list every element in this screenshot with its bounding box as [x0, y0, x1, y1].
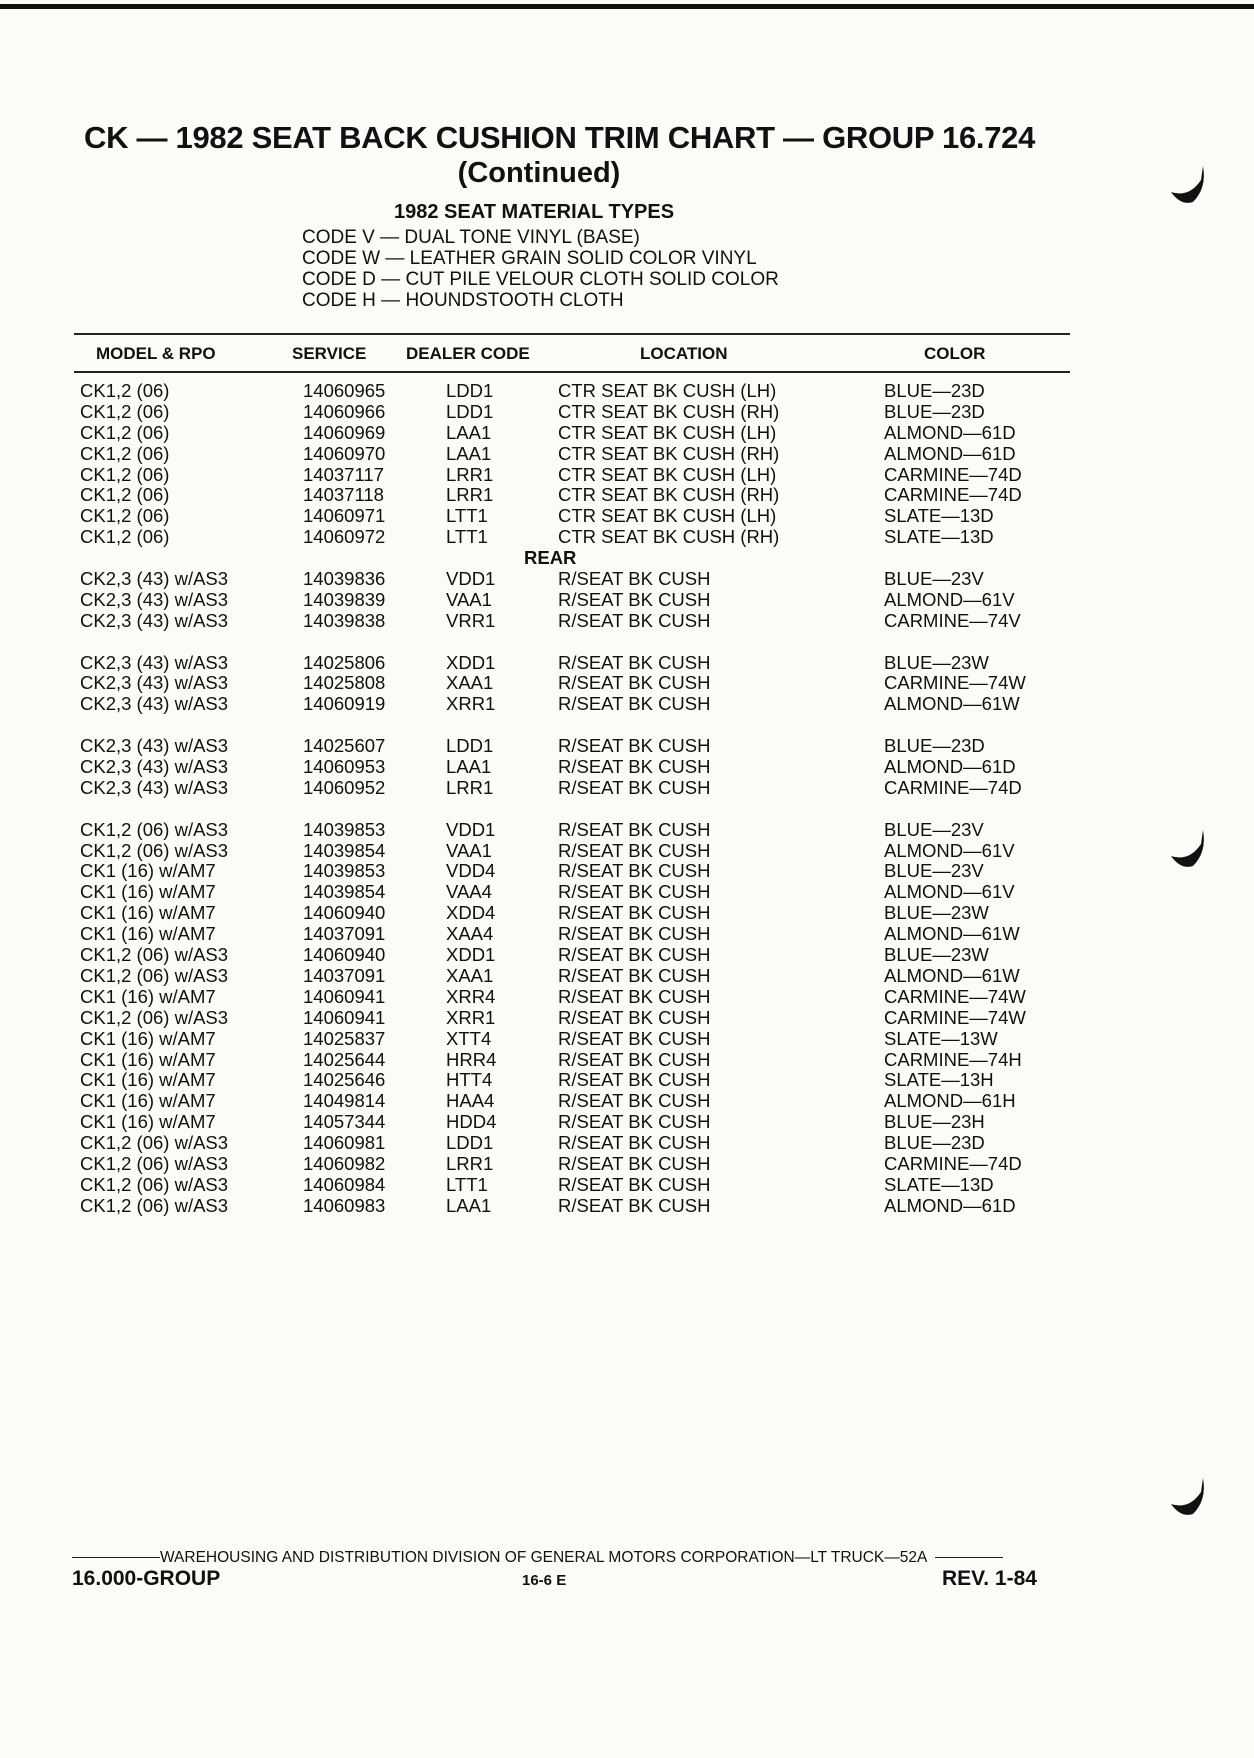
column-header-location: LOCATION — [640, 344, 728, 363]
cell-color: CARMINE—74W — [884, 985, 1026, 1007]
material-types-legend — [302, 202, 779, 311]
cell-location: R/SEAT BK CUSH — [558, 860, 711, 882]
cell-dealer-code: VAA1 — [446, 588, 492, 610]
cell-color: BLUE—23V — [884, 568, 984, 590]
cell-dealer-code: LDD1 — [446, 735, 494, 757]
cell-dealer-code: LTT1 — [446, 505, 488, 527]
cell-service: 14060965 — [303, 380, 386, 401]
cell-dealer-code: LTT1 — [446, 526, 488, 548]
table-row — [0, 464, 1254, 485]
cell-service: 14039853 — [303, 860, 386, 882]
binder-hole-mark-top — [1163, 158, 1213, 208]
table-row — [0, 1132, 1254, 1153]
cell-dealer-code: LAA1 — [446, 756, 492, 778]
table-row — [0, 860, 1254, 881]
cell-service: 14060966 — [303, 400, 386, 422]
cell-service: 14060940 — [303, 902, 386, 924]
cell-model-rpo: CK1,2 (06) — [80, 505, 170, 527]
cell-model-rpo: CK2,3 (43) w/AS3 — [80, 672, 229, 694]
cell-model-rpo: CK1,2 (06) w/AS3 — [80, 1006, 229, 1028]
cell-location: CTR SEAT BK CUSH (LH) — [558, 380, 777, 401]
cell-dealer-code: VRR1 — [446, 609, 496, 631]
material-types-heading: 1982 SEAT MATERIAL TYPES — [394, 201, 675, 223]
cell-dealer-code: LRR1 — [446, 776, 494, 798]
table-row — [0, 777, 1254, 798]
cell-model-rpo: CK1 (16) w/AM7 — [80, 1090, 216, 1112]
cell-model-rpo: CK2,3 (43) w/AS3 — [80, 609, 229, 631]
cell-location: R/SEAT BK CUSH — [558, 1194, 711, 1216]
cell-service: 14057344 — [303, 1111, 386, 1133]
cell-color: SLATE—13D — [884, 526, 994, 548]
cell-location: R/SEAT BK CUSH — [558, 1090, 711, 1112]
cell-location: R/SEAT BK CUSH — [558, 568, 711, 590]
table-row — [0, 526, 1254, 547]
table-row — [0, 1174, 1254, 1195]
cell-model-rpo: CK1,2 (06) — [80, 484, 170, 506]
cell-model-rpo: CK1,2 (06) w/AS3 — [80, 1194, 229, 1216]
cell-service: 14037091 — [303, 923, 386, 945]
table-row — [0, 505, 1254, 526]
cell-model-rpo: CK2,3 (43) w/AS3 — [80, 588, 229, 610]
cell-service: 14060940 — [303, 944, 386, 966]
trim-table-body — [0, 380, 1254, 1216]
table-row — [0, 693, 1254, 714]
cell-model-rpo: CK1 (16) w/AM7 — [80, 923, 216, 945]
table-row-spacer — [0, 631, 1254, 652]
cell-location: R/SEAT BK CUSH — [558, 693, 711, 715]
cell-dealer-code: LTT1 — [446, 1173, 488, 1195]
cell-model-rpo: CK2,3 (43) w/AS3 — [80, 693, 229, 715]
cell-model-rpo: CK2,3 (43) w/AS3 — [80, 776, 229, 798]
cell-model-rpo: CK1,2 (06) w/AS3 — [80, 1132, 229, 1154]
cell-dealer-code: LDD1 — [446, 380, 494, 401]
cell-service: 14060941 — [303, 985, 386, 1007]
cell-model-rpo: CK1 (16) w/AM7 — [80, 860, 216, 882]
table-row — [0, 756, 1254, 777]
cell-service: 14049814 — [303, 1090, 386, 1112]
cell-color: ALMOND—61W — [884, 923, 1020, 945]
cell-location: R/SEAT BK CUSH — [558, 1069, 711, 1091]
cell-model-rpo: CK1,2 (06) — [80, 463, 170, 485]
cell-service: 14039839 — [303, 588, 386, 610]
cell-color: ALMOND—61V — [884, 839, 1015, 861]
cell-dealer-code: LAA1 — [446, 1194, 492, 1216]
table-row — [0, 401, 1254, 422]
cell-model-rpo: CK1 (16) w/AM7 — [80, 985, 216, 1007]
cell-model-rpo: CK2,3 (43) w/AS3 — [80, 651, 229, 673]
cell-dealer-code: XDD1 — [446, 651, 496, 673]
cell-service: 14025806 — [303, 651, 386, 673]
cell-service: 14060981 — [303, 1132, 386, 1154]
column-header-dealer-code: DEALER CODE — [406, 344, 530, 363]
cell-dealer-code: LRR1 — [446, 484, 494, 506]
cell-service: 14037118 — [303, 484, 384, 506]
cell-service: 14060982 — [303, 1152, 386, 1174]
cell-color: BLUE—23W — [884, 902, 989, 924]
table-row — [0, 944, 1254, 965]
footer-division-text: WAREHOUSING AND DISTRIBUTION DIVISION OF GENERAL MOTORS CORPORATION—LT TRUCK—52A — [160, 1549, 927, 1566]
cell-location: R/SEAT BK CUSH — [558, 1111, 711, 1133]
table-header-rule — [74, 371, 1070, 373]
cell-location: R/SEAT BK CUSH — [558, 651, 711, 673]
cell-dealer-code: XDD4 — [446, 902, 496, 924]
cell-service: 14060952 — [303, 776, 386, 798]
cell-service: 14039853 — [303, 818, 386, 840]
cell-dealer-code: HTT4 — [446, 1069, 493, 1091]
table-row — [0, 652, 1254, 673]
cell-location: CTR SEAT BK CUSH (RH) — [558, 484, 780, 506]
cell-location: R/SEAT BK CUSH — [558, 1132, 711, 1154]
cell-model-rpo: CK1,2 (06) — [80, 442, 170, 464]
cell-location: R/SEAT BK CUSH — [558, 881, 711, 903]
table-row — [0, 568, 1254, 589]
cell-model-rpo: CK1 (16) w/AM7 — [80, 1048, 216, 1070]
cell-color: CARMINE—74D — [884, 1152, 1022, 1174]
section-label: REAR — [524, 547, 577, 569]
column-header-model: MODEL & RPO — [96, 344, 216, 363]
table-row — [0, 965, 1254, 986]
cell-dealer-code: LAA1 — [446, 421, 492, 443]
cell-location: CTR SEAT BK CUSH (RH) — [558, 442, 780, 464]
cell-model-rpo: CK1,2 (06) — [80, 421, 170, 443]
table-row-spacer — [0, 798, 1254, 819]
cell-location: R/SEAT BK CUSH — [558, 776, 711, 798]
cell-service: 14039836 — [303, 568, 386, 590]
cell-service: 14060983 — [303, 1194, 386, 1216]
cell-dealer-code: XAA1 — [446, 964, 494, 986]
cell-color: BLUE—23D — [884, 400, 985, 422]
cell-color: CARMINE—74H — [884, 1048, 1022, 1070]
cell-color: ALMOND—61D — [884, 756, 1016, 778]
cell-model-rpo: CK2,3 (43) w/AS3 — [80, 568, 229, 590]
footer-revision: REV. 1-84 — [942, 1567, 1037, 1590]
material-code-v: CODE V — DUAL TONE VINYL (BASE) — [302, 227, 640, 248]
cell-model-rpo: CK1,2 (06) w/AS3 — [80, 944, 229, 966]
cell-location: CTR SEAT BK CUSH (RH) — [558, 400, 780, 422]
cell-model-rpo: CK1 (16) w/AM7 — [80, 902, 216, 924]
cell-service: 14039854 — [303, 881, 386, 903]
cell-location: R/SEAT BK CUSH — [558, 964, 711, 986]
cell-service: 14039838 — [303, 609, 386, 631]
cell-location: R/SEAT BK CUSH — [558, 1027, 711, 1049]
cell-color: ALMOND—61W — [884, 693, 1020, 715]
footer-division-line — [72, 1549, 1046, 1567]
cell-location: CTR SEAT BK CUSH (LH) — [558, 463, 777, 485]
cell-dealer-code: VDD1 — [446, 818, 496, 840]
cell-location: CTR SEAT BK CUSH (RH) — [558, 526, 780, 548]
cell-color: CARMINE—74W — [884, 1006, 1026, 1028]
cell-color: BLUE—23W — [884, 651, 989, 673]
column-header-color: COLOR — [924, 344, 986, 363]
cell-model-rpo: CK1,2 (06) — [80, 380, 170, 401]
top-border-rule — [0, 4, 1254, 9]
cell-color: SLATE—13D — [884, 505, 994, 527]
material-code-d: CODE D — CUT PILE VELOUR CLOTH SOLID COLOR — [302, 269, 779, 290]
cell-color: BLUE—23V — [884, 818, 984, 840]
table-row — [0, 840, 1254, 861]
footer-page-number: 16-6 E — [522, 1572, 567, 1589]
page-subtitle: (Continued) — [457, 157, 621, 189]
cell-model-rpo: CK2,3 (43) w/AS3 — [80, 756, 229, 778]
table-top-rule — [74, 333, 1070, 335]
cell-model-rpo: CK2,3 (43) w/AS3 — [80, 735, 229, 757]
cell-service: 14025607 — [303, 735, 386, 757]
material-code-h: CODE H — HOUNDSTOOTH CLOTH — [302, 290, 624, 311]
table-row — [0, 1111, 1254, 1132]
cell-color: BLUE—23V — [884, 860, 984, 882]
cell-dealer-code: XRR4 — [446, 985, 496, 1007]
cell-location: R/SEAT BK CUSH — [558, 588, 711, 610]
table-row-spacer — [0, 714, 1254, 735]
cell-service: 14025808 — [303, 672, 386, 694]
cell-service: 14060984 — [303, 1173, 386, 1195]
cell-service: 14037117 — [303, 463, 384, 485]
page-title: CK — 1982 SEAT BACK CUSHION TRIM CHART — GROUP 16.724 — [84, 120, 1036, 155]
cell-color: SLATE—13H — [884, 1069, 994, 1091]
cell-service: 14060969 — [303, 421, 386, 443]
cell-color: CARMINE—74W — [884, 672, 1026, 694]
cell-location: R/SEAT BK CUSH — [558, 1006, 711, 1028]
cell-color: ALMOND—61D — [884, 421, 1016, 443]
cell-location: R/SEAT BK CUSH — [558, 1173, 711, 1195]
cell-location: R/SEAT BK CUSH — [558, 756, 711, 778]
cell-dealer-code: LRR1 — [446, 463, 494, 485]
cell-model-rpo: CK1,2 (06) w/AS3 — [80, 818, 229, 840]
cell-dealer-code: XDD1 — [446, 944, 496, 966]
cell-model-rpo: CK1,2 (06) w/AS3 — [80, 964, 229, 986]
cell-dealer-code: VDD1 — [446, 568, 496, 590]
cell-dealer-code: HRR4 — [446, 1048, 497, 1070]
cell-dealer-code: XRR1 — [446, 693, 496, 715]
cell-dealer-code: LRR1 — [446, 1152, 494, 1174]
cell-service: 14025646 — [303, 1069, 386, 1091]
table-row — [0, 1049, 1254, 1070]
cell-color: CARMINE—74D — [884, 484, 1022, 506]
cell-dealer-code: XAA1 — [446, 672, 494, 694]
table-row — [0, 902, 1254, 923]
table-row — [0, 1153, 1254, 1174]
cell-service: 14060919 — [303, 693, 386, 715]
cell-service: 14060953 — [303, 756, 386, 778]
cell-location: R/SEAT BK CUSH — [558, 923, 711, 945]
cell-color: ALMOND—61D — [884, 442, 1016, 464]
cell-service: 14037091 — [303, 964, 386, 986]
cell-dealer-code: LDD1 — [446, 400, 494, 422]
cell-location: R/SEAT BK CUSH — [558, 818, 711, 840]
cell-location: R/SEAT BK CUSH — [558, 839, 711, 861]
table-row — [0, 672, 1254, 693]
cell-model-rpo: CK1,2 (06) — [80, 526, 170, 548]
table-row — [0, 422, 1254, 443]
cell-dealer-code: XTT4 — [446, 1027, 492, 1049]
cell-dealer-code: HAA4 — [446, 1090, 495, 1112]
cell-location: R/SEAT BK CUSH — [558, 735, 711, 757]
cell-dealer-code: VAA1 — [446, 839, 492, 861]
cell-color: ALMOND—61V — [884, 588, 1015, 610]
cell-color: BLUE—23D — [884, 380, 985, 401]
cell-model-rpo: CK1 (16) w/AM7 — [80, 881, 216, 903]
cell-service: 14060941 — [303, 1006, 386, 1028]
cell-dealer-code: VDD4 — [446, 860, 496, 882]
cell-model-rpo: CK1 (16) w/AM7 — [80, 1069, 216, 1091]
table-row — [0, 735, 1254, 756]
table-row — [0, 1007, 1254, 1028]
table-row — [0, 923, 1254, 944]
cell-model-rpo: CK1,2 (06) — [80, 400, 170, 422]
cell-location: R/SEAT BK CUSH — [558, 1152, 711, 1174]
table-row — [0, 881, 1254, 902]
cell-service: 14039854 — [303, 839, 386, 861]
cell-color: BLUE—23H — [884, 1111, 985, 1133]
cell-location: R/SEAT BK CUSH — [558, 985, 711, 1007]
table-section-label — [0, 547, 1254, 568]
column-header-service: SERVICE — [292, 344, 367, 363]
table-row — [0, 610, 1254, 631]
cell-color: SLATE—13D — [884, 1173, 994, 1195]
cell-model-rpo: CK1,2 (06) w/AS3 — [80, 839, 229, 861]
table-row — [0, 484, 1254, 505]
cell-dealer-code: LAA1 — [446, 442, 492, 464]
table-row — [0, 1028, 1254, 1049]
footer-group: 16.000-GROUP — [72, 1567, 221, 1590]
cell-color: BLUE—23D — [884, 1132, 985, 1154]
cell-service: 14025644 — [303, 1048, 386, 1070]
cell-color: SLATE—13W — [884, 1027, 998, 1049]
cell-color: CARMINE—74V — [884, 609, 1021, 631]
table-row — [0, 819, 1254, 840]
cell-dealer-code: XAA4 — [446, 923, 494, 945]
cell-location: R/SEAT BK CUSH — [558, 1048, 711, 1070]
cell-location: CTR SEAT BK CUSH (LH) — [558, 421, 777, 443]
table-row — [0, 1090, 1254, 1111]
cell-service: 14025837 — [303, 1027, 386, 1049]
cell-location: R/SEAT BK CUSH — [558, 672, 711, 694]
table-row — [0, 380, 1254, 401]
material-code-w: CODE W — LEATHER GRAIN SOLID COLOR VINYL — [302, 248, 757, 269]
cell-color: ALMOND—61D — [884, 1194, 1016, 1216]
table-row — [0, 1195, 1254, 1216]
cell-dealer-code: HDD4 — [446, 1111, 497, 1133]
cell-model-rpo: CK1 (16) w/AM7 — [80, 1027, 216, 1049]
binder-hole-mark-bottom — [1163, 1470, 1213, 1520]
cell-service: 14060972 — [303, 526, 386, 548]
cell-service: 14060971 — [303, 505, 386, 527]
cell-color: CARMINE—74D — [884, 776, 1022, 798]
cell-location: CTR SEAT BK CUSH (LH) — [558, 505, 777, 527]
cell-model-rpo: CK1,2 (06) w/AS3 — [80, 1173, 229, 1195]
cell-dealer-code: LDD1 — [446, 1132, 494, 1154]
cell-dealer-code: XRR1 — [446, 1006, 496, 1028]
cell-location: R/SEAT BK CUSH — [558, 609, 711, 631]
cell-model-rpo: CK1,2 (06) w/AS3 — [80, 1152, 229, 1174]
cell-color: ALMOND—61H — [884, 1090, 1016, 1112]
cell-dealer-code: VAA4 — [446, 881, 492, 903]
cell-color: ALMOND—61W — [884, 964, 1020, 986]
cell-location: R/SEAT BK CUSH — [558, 944, 711, 966]
cell-model-rpo: CK1 (16) w/AM7 — [80, 1111, 216, 1133]
table-row — [0, 986, 1254, 1007]
cell-location: R/SEAT BK CUSH — [558, 902, 711, 924]
cell-color: CARMINE—74D — [884, 463, 1022, 485]
cell-color: BLUE—23W — [884, 944, 989, 966]
table-row — [0, 589, 1254, 610]
cell-color: BLUE—23D — [884, 735, 985, 757]
table-row — [0, 1069, 1254, 1090]
binder-hole-mark-middle — [1163, 822, 1213, 872]
cell-color: ALMOND—61V — [884, 881, 1015, 903]
table-row — [0, 443, 1254, 464]
cell-service: 14060970 — [303, 442, 386, 464]
